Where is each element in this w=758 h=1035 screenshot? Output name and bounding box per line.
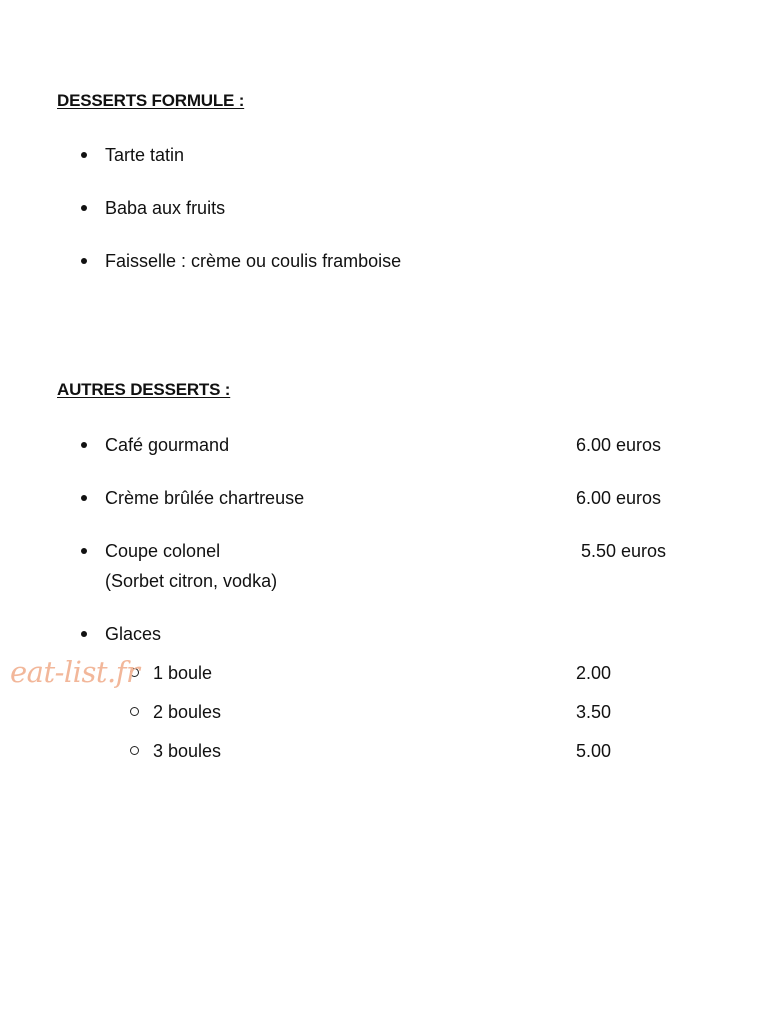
glaces-3-boules: 3 boules	[153, 741, 222, 761]
autres-item-cafe-gourmand: Café gourmand	[105, 435, 230, 455]
autres-item-creme-brulee: Crème brûlée chartreuse	[105, 488, 305, 508]
price-creme-brulee: 6.00 euros	[576, 488, 662, 508]
desserts-formule-heading: DESSERTS FORMULE :	[57, 91, 245, 110]
price-2-boules: 3.50	[576, 702, 612, 722]
price-coupe-colonel: 5.50 euros	[581, 541, 667, 561]
autres-desserts-heading: AUTRES DESSERTS :	[57, 380, 231, 399]
bullet-icon	[81, 631, 87, 637]
bullet-icon	[81, 548, 87, 554]
coupe-colonel-note: (Sorbet citron, vodka)	[105, 571, 278, 591]
bullet-icon	[81, 152, 87, 158]
circle-bullet-icon	[130, 707, 139, 716]
bullet-icon	[81, 258, 87, 264]
bullet-icon	[81, 442, 87, 448]
bullet-icon	[81, 205, 87, 211]
watermark: eat-list.fr	[10, 655, 140, 689]
formule-item-tarte-tatin: Tarte tatin	[105, 145, 185, 165]
formule-item-baba: Baba aux fruits	[105, 198, 226, 218]
glaces-1-boule: 1 boule	[153, 663, 213, 683]
autres-item-glaces: Glaces	[105, 624, 162, 644]
price-1-boule: 2.00	[576, 663, 612, 683]
autres-item-coupe-colonel: Coupe colonel	[105, 541, 221, 561]
price-cafe-gourmand: 6.00 euros	[576, 435, 662, 455]
price-3-boules: 5.00	[576, 741, 612, 761]
formule-item-faisselle: Faisselle : crème ou coulis framboise	[105, 251, 402, 271]
glaces-2-boules: 2 boules	[153, 702, 222, 722]
circle-bullet-icon	[130, 746, 139, 755]
bullet-icon	[81, 495, 87, 501]
